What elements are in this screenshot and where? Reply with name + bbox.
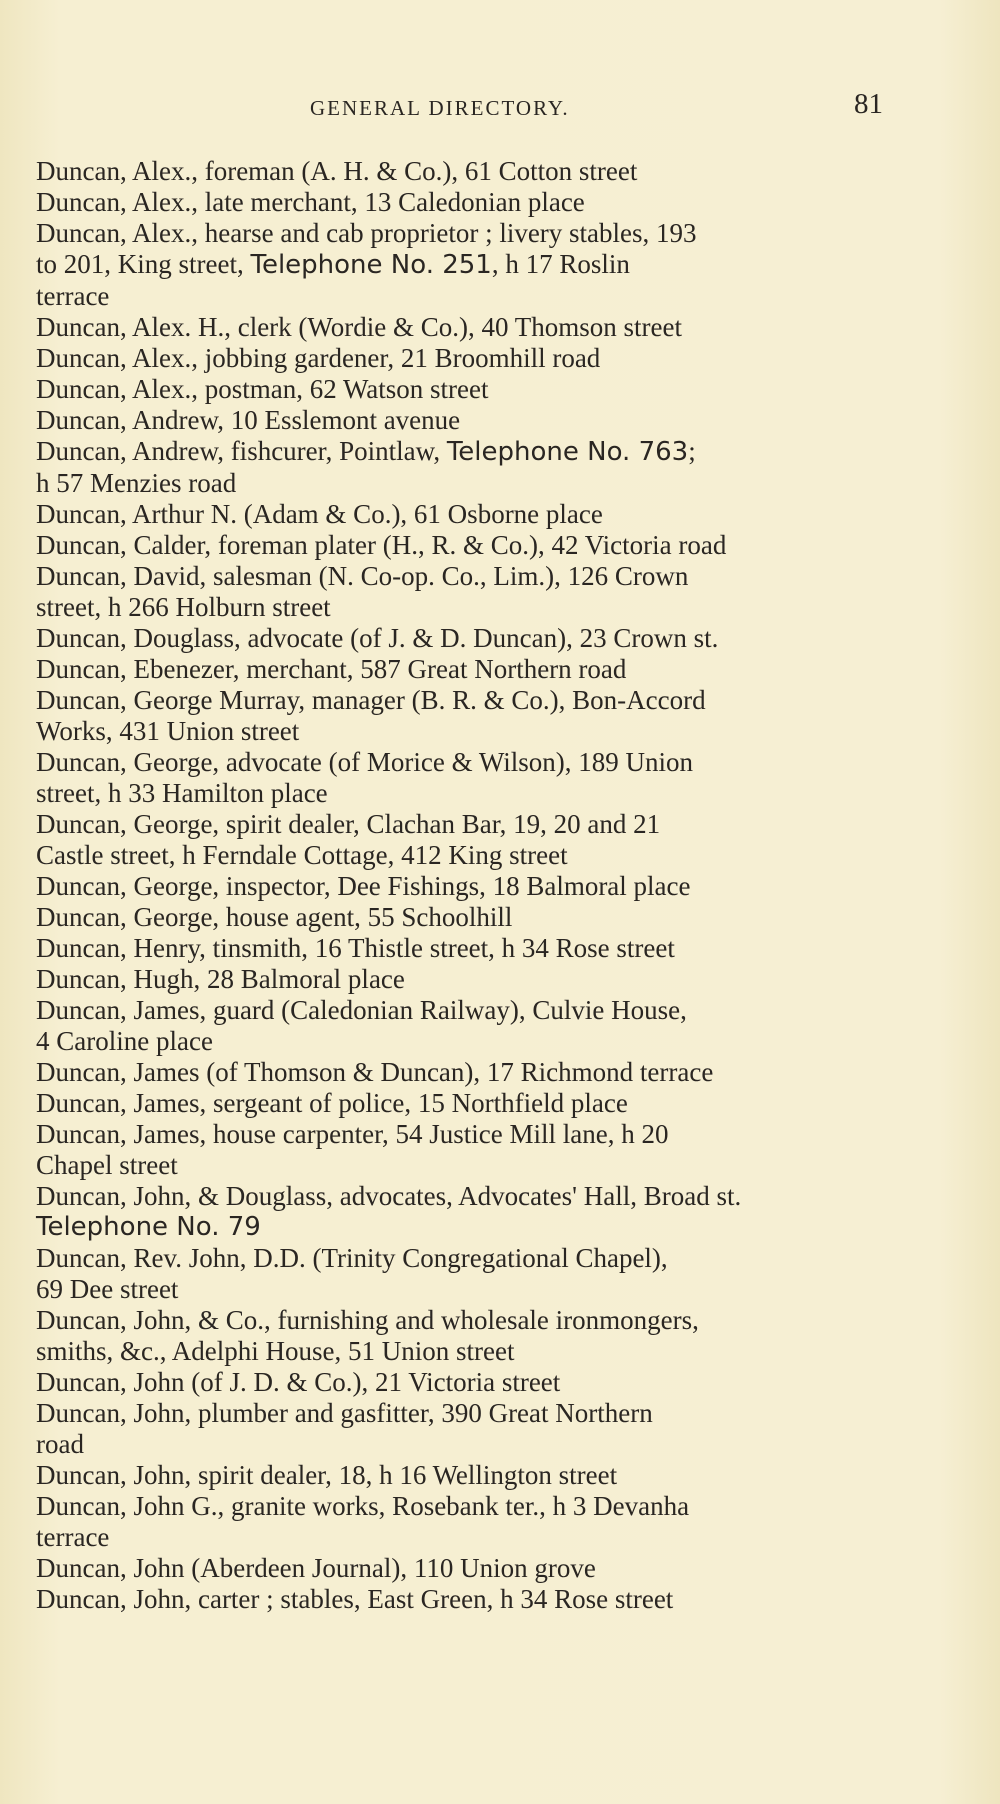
page-header [0,88,1000,128]
directory-entry: Duncan, Alex., foreman (A. H. & Co.), 61 Cotton street [36,156,638,186]
directory-entry: Duncan, Andrew, 10 Esslemont avenue [36,405,461,435]
directory-entry: Duncan, Alex., late merchant, 13 Caledonian place [36,187,585,217]
directory-entry: Duncan, John (Aberdeen Journal), 110 Union grove [36,1553,596,1583]
directory-entry: Duncan, George Murray, manager (B. R. & Co.), Bon-Accord Works, 431 Union street [36,685,706,746]
directory-entry: Duncan, Andrew, fishcurer, Pointlaw, Telephone No. 763; h 57 Menzies road [36,436,696,498]
directory-entries [36,156,896,1615]
directory-entry: Duncan, George, spirit dealer, Clachan Bar, 19, 20 and 21 Castle street, h Ferndale Cottage, 412 King street [36,809,661,870]
directory-entry: Duncan, John, & Co., furnishing and wholesale ironmongers, smiths, &c., Adelphi House, 51 Union street [36,1305,699,1366]
directory-entry: Duncan, David, salesman (N. Co-op. Co., Lim.), 126 Crown street, h 266 Holburn street [36,561,689,622]
directory-entry: Duncan, James, sergeant of police, 15 Northfield place [36,1088,628,1118]
directory-entry: Duncan, James (of Thomson & Duncan), 17 Richmond terrace [36,1057,714,1087]
directory-entry: Duncan, Douglass, advocate (of J. & D. Duncan), 23 Crown st. [36,623,719,653]
page-number: 81 [854,88,883,120]
directory-entry: Duncan, Henry, tinsmith, 16 Thistle street, h 34 Rose street [36,933,675,963]
directory-entry: Duncan, John G., granite works, Rosebank ter., h 3 Devanha terrace [36,1491,690,1552]
telephone-number: Telephone No. 79 [36,1212,261,1242]
directory-entry: Duncan, Alex., jobbing gardener, 21 Broomhill road [36,343,601,373]
directory-entry: Duncan, Calder, foreman plater (H., R. & Co.), 42 Victoria road [36,530,727,560]
directory-entry: Duncan, Rev. John, D.D. (Trinity Congregational Chapel), 69 Dee street [36,1243,668,1304]
directory-entry: Duncan, George, inspector, Dee Fishings, 18 Balmoral place [36,871,691,901]
directory-entry: Duncan, James, guard (Caledonian Railway), Culvie House, 4 Caroline place [36,995,687,1056]
directory-entry: Duncan, John, carter ; stables, East Green, h 34 Rose street [36,1584,674,1614]
directory-entry: Duncan, George, advocate (of Morice & Wilson), 189 Union street, h 33 Hamilton place [36,747,693,808]
telephone-number: Telephone No. 251 [250,250,492,280]
directory-entry: Duncan, Hugh, 28 Balmoral place [36,964,405,994]
directory-entry: Duncan, George, house agent, 55 Schoolhill [36,902,513,932]
directory-entry: Duncan, James, house carpenter, 54 Justice Mill lane, h 20 Chapel street [36,1119,669,1180]
running-head: GENERAL DIRECTORY. [310,96,570,120]
directory-entry: Duncan, John, plumber and gasfitter, 390 Great Northern road [36,1398,653,1459]
directory-entry: Duncan, Alex., hearse and cab proprietor ; livery stables, 193 to 201, King street, Telephone No. 251, h 17 Roslin terrace [36,218,697,311]
telephone-number: Telephone No. 763 [446,437,689,467]
directory-entry: Duncan, Arthur N. (Adam & Co.), 61 Osborne place [36,499,603,529]
directory-entry: Duncan, Ebenezer, merchant, 587 Great Northern road [36,654,627,684]
directory-entry: Duncan, John, & Douglass, advocates, Advocates' Hall, Broad st. Telephone No. 79 [36,1181,896,1243]
directory-entry: Duncan, John (of J. D. & Co.), 21 Victoria street [36,1367,561,1397]
directory-entry: Duncan, John, spirit dealer, 18, h 16 Wellington street [36,1460,618,1490]
directory-entry: Duncan, Alex. H., clerk (Wordie & Co.), 40 Thomson street [36,312,682,342]
directory-entry: Duncan, Alex., postman, 62 Watson street [36,374,489,404]
